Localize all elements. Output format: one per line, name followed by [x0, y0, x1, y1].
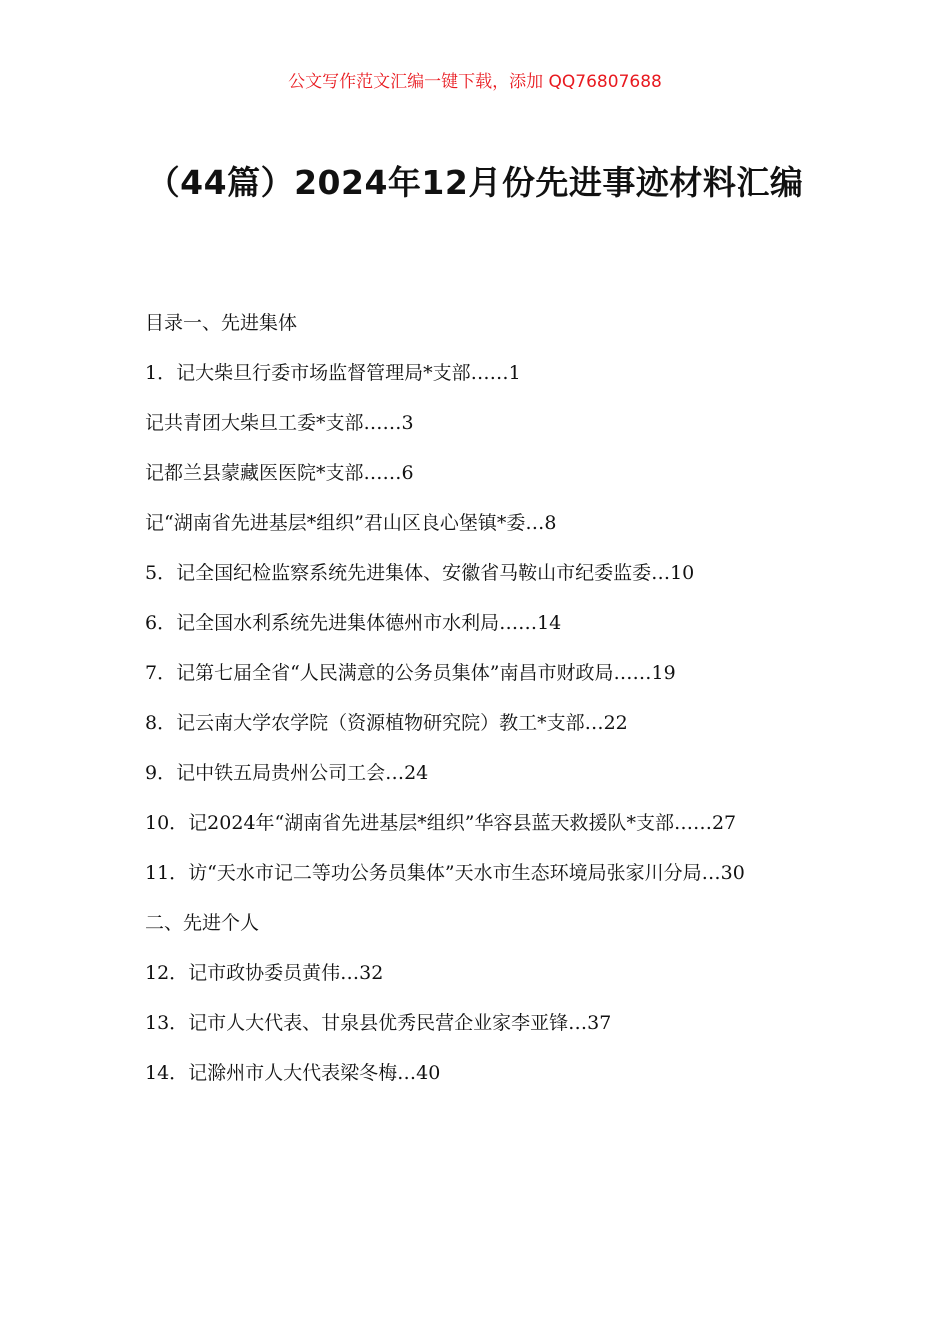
toc-item: 8．记云南大学农学院（资源植物研究院）教工*支部…22: [145, 712, 628, 734]
header-note: 公文写作范文汇编一键下载，添加 QQ76807688: [288, 72, 662, 92]
document-title: （44篇）2024年12月份先进事迹材料汇编: [146, 163, 804, 202]
toc-item: 记都兰县蒙藏医医院*支部……6: [145, 462, 414, 484]
toc-item: 13．记市人大代表、甘泉县优秀民营企业家李亚锋…37: [145, 1012, 612, 1034]
toc-section-heading: 二、先进个人: [145, 912, 260, 934]
toc-item: 5．记全国纪检监察系统先进集体、安徽省马鞍山市纪委监委…10: [145, 562, 695, 584]
toc-item: 7．记第七届全省“人民满意的公务员集体”南昌市财政局……19: [145, 662, 676, 684]
toc-item: 12．记市政协委员黄伟…32: [145, 962, 384, 984]
toc-item: 记共青团大柴旦工委*支部……3: [145, 412, 414, 434]
toc-item: 14．记滁州市人大代表梁冬梅…40: [145, 1062, 441, 1084]
toc-item: 记“湖南省先进基层*组织”君山区良心堡镇*委…8: [145, 512, 557, 534]
toc-heading: 目录一、先进集体: [145, 312, 298, 334]
toc-item: 1．记大柴旦行委市场监督管理局*支部……1: [145, 362, 521, 384]
toc-item: 9．记中铁五局贵州公司工会…24: [145, 762, 429, 784]
toc-item: 6．记全国水利系统先进集体德州市水利局……14: [145, 612, 562, 634]
table-of-contents: [145, 298, 810, 1098]
toc-item: 10．记2024年“湖南省先进基层*组织”华容县蓝天救援队*支部……27: [145, 812, 737, 834]
toc-item: 11．访“天水市记二等功公务员集体”天水市生态环境局张家川分局…30: [145, 862, 745, 884]
